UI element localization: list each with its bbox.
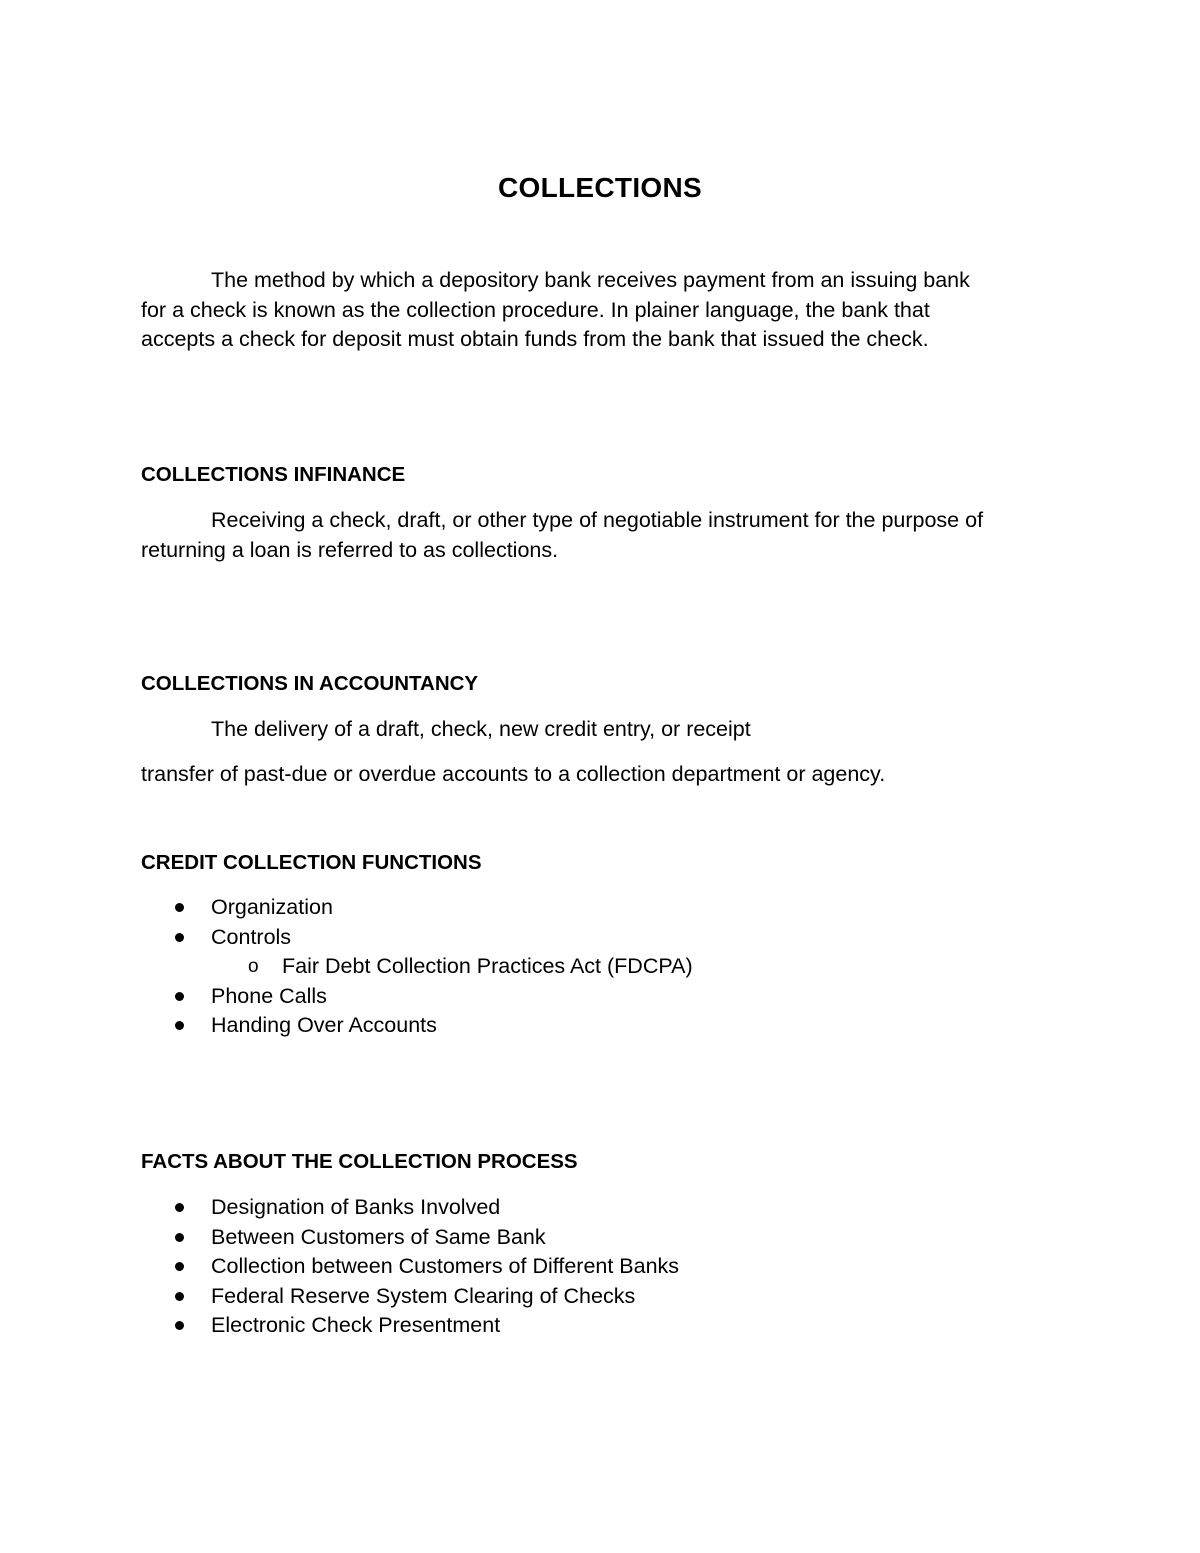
intro-line-1-text: The method by which a depository bank receives payment from an issuing bank (211, 268, 970, 292)
list-item (141, 1193, 679, 1223)
sub-bullet-icon: o (248, 956, 259, 978)
list-item (141, 1252, 679, 1282)
section-heading-functions: CREDIT COLLECTION FUNCTIONS (141, 851, 482, 874)
list-item-text: Designation of Banks Involved (211, 1195, 501, 1219)
list-item (141, 1011, 693, 1041)
intro-line: for a check is known as the collection procedure. In plainer language, the bank that (141, 297, 930, 322)
bullet-icon (175, 1292, 184, 1301)
list-item (141, 982, 693, 1012)
accountancy-line-1 (141, 715, 1071, 745)
accountancy-line-1-text: The delivery of a draft, check, new credit entry, or receipt (211, 717, 751, 741)
sub-list-item (141, 952, 693, 982)
list-item (141, 893, 693, 923)
list-item-text: Controls (211, 924, 292, 949)
list-item-text: Federal Reserve System Clearing of Checks (211, 1283, 636, 1308)
functions-list (141, 893, 693, 1041)
intro-paragraph (141, 266, 1071, 355)
document-title: COLLECTIONS (498, 172, 702, 203)
list-item-text: Collection between Customers of Different Banks (211, 1254, 680, 1279)
list-item-text: Between Customers of Same Bank (211, 1224, 546, 1249)
list-item-text: Fair Debt Collection Practices Act (FDCPA) (282, 954, 693, 979)
bullet-icon (175, 1233, 184, 1242)
bullet-icon (175, 933, 184, 942)
list-item (141, 1311, 679, 1341)
finance-paragraph (141, 506, 1071, 565)
section-heading-facts: FACTS ABOUT THE COLLECTION PROCESS (141, 1150, 578, 1173)
finance-line: returning a loan is referred to as collections. (141, 537, 559, 562)
bullet-icon (175, 992, 184, 1001)
finance-line (141, 506, 1071, 536)
section-heading-accountancy: COLLECTIONS IN ACCOUNTANCY (141, 672, 479, 695)
finance-line-1-text: Receiving a check, draft, or other type of negotiable instrument for the purpose of (211, 508, 984, 532)
facts-list (141, 1193, 679, 1341)
bullet-icon (175, 1203, 184, 1212)
list-item (141, 1282, 679, 1312)
bullet-icon (175, 1262, 184, 1271)
intro-line: accepts a check for deposit must obtain funds from the bank that issued the check. (141, 327, 929, 351)
bullet-icon (175, 1021, 184, 1030)
list-item (141, 923, 693, 953)
bullet-icon (175, 903, 184, 912)
section-heading-finance: COLLECTIONS INFINANCE (141, 463, 406, 486)
list-item (141, 1223, 679, 1253)
accountancy-line-2: transfer of past-due or overdue accounts to a collection department or agency. (141, 762, 886, 786)
list-item-text: Organization (211, 895, 333, 919)
intro-line (141, 266, 1071, 296)
bullet-icon (175, 1321, 184, 1330)
list-item-text: Phone Calls (211, 983, 327, 1008)
list-item-text: Electronic Check Presentment (211, 1313, 501, 1338)
list-item-text: Handing Over Accounts (211, 1013, 437, 1038)
